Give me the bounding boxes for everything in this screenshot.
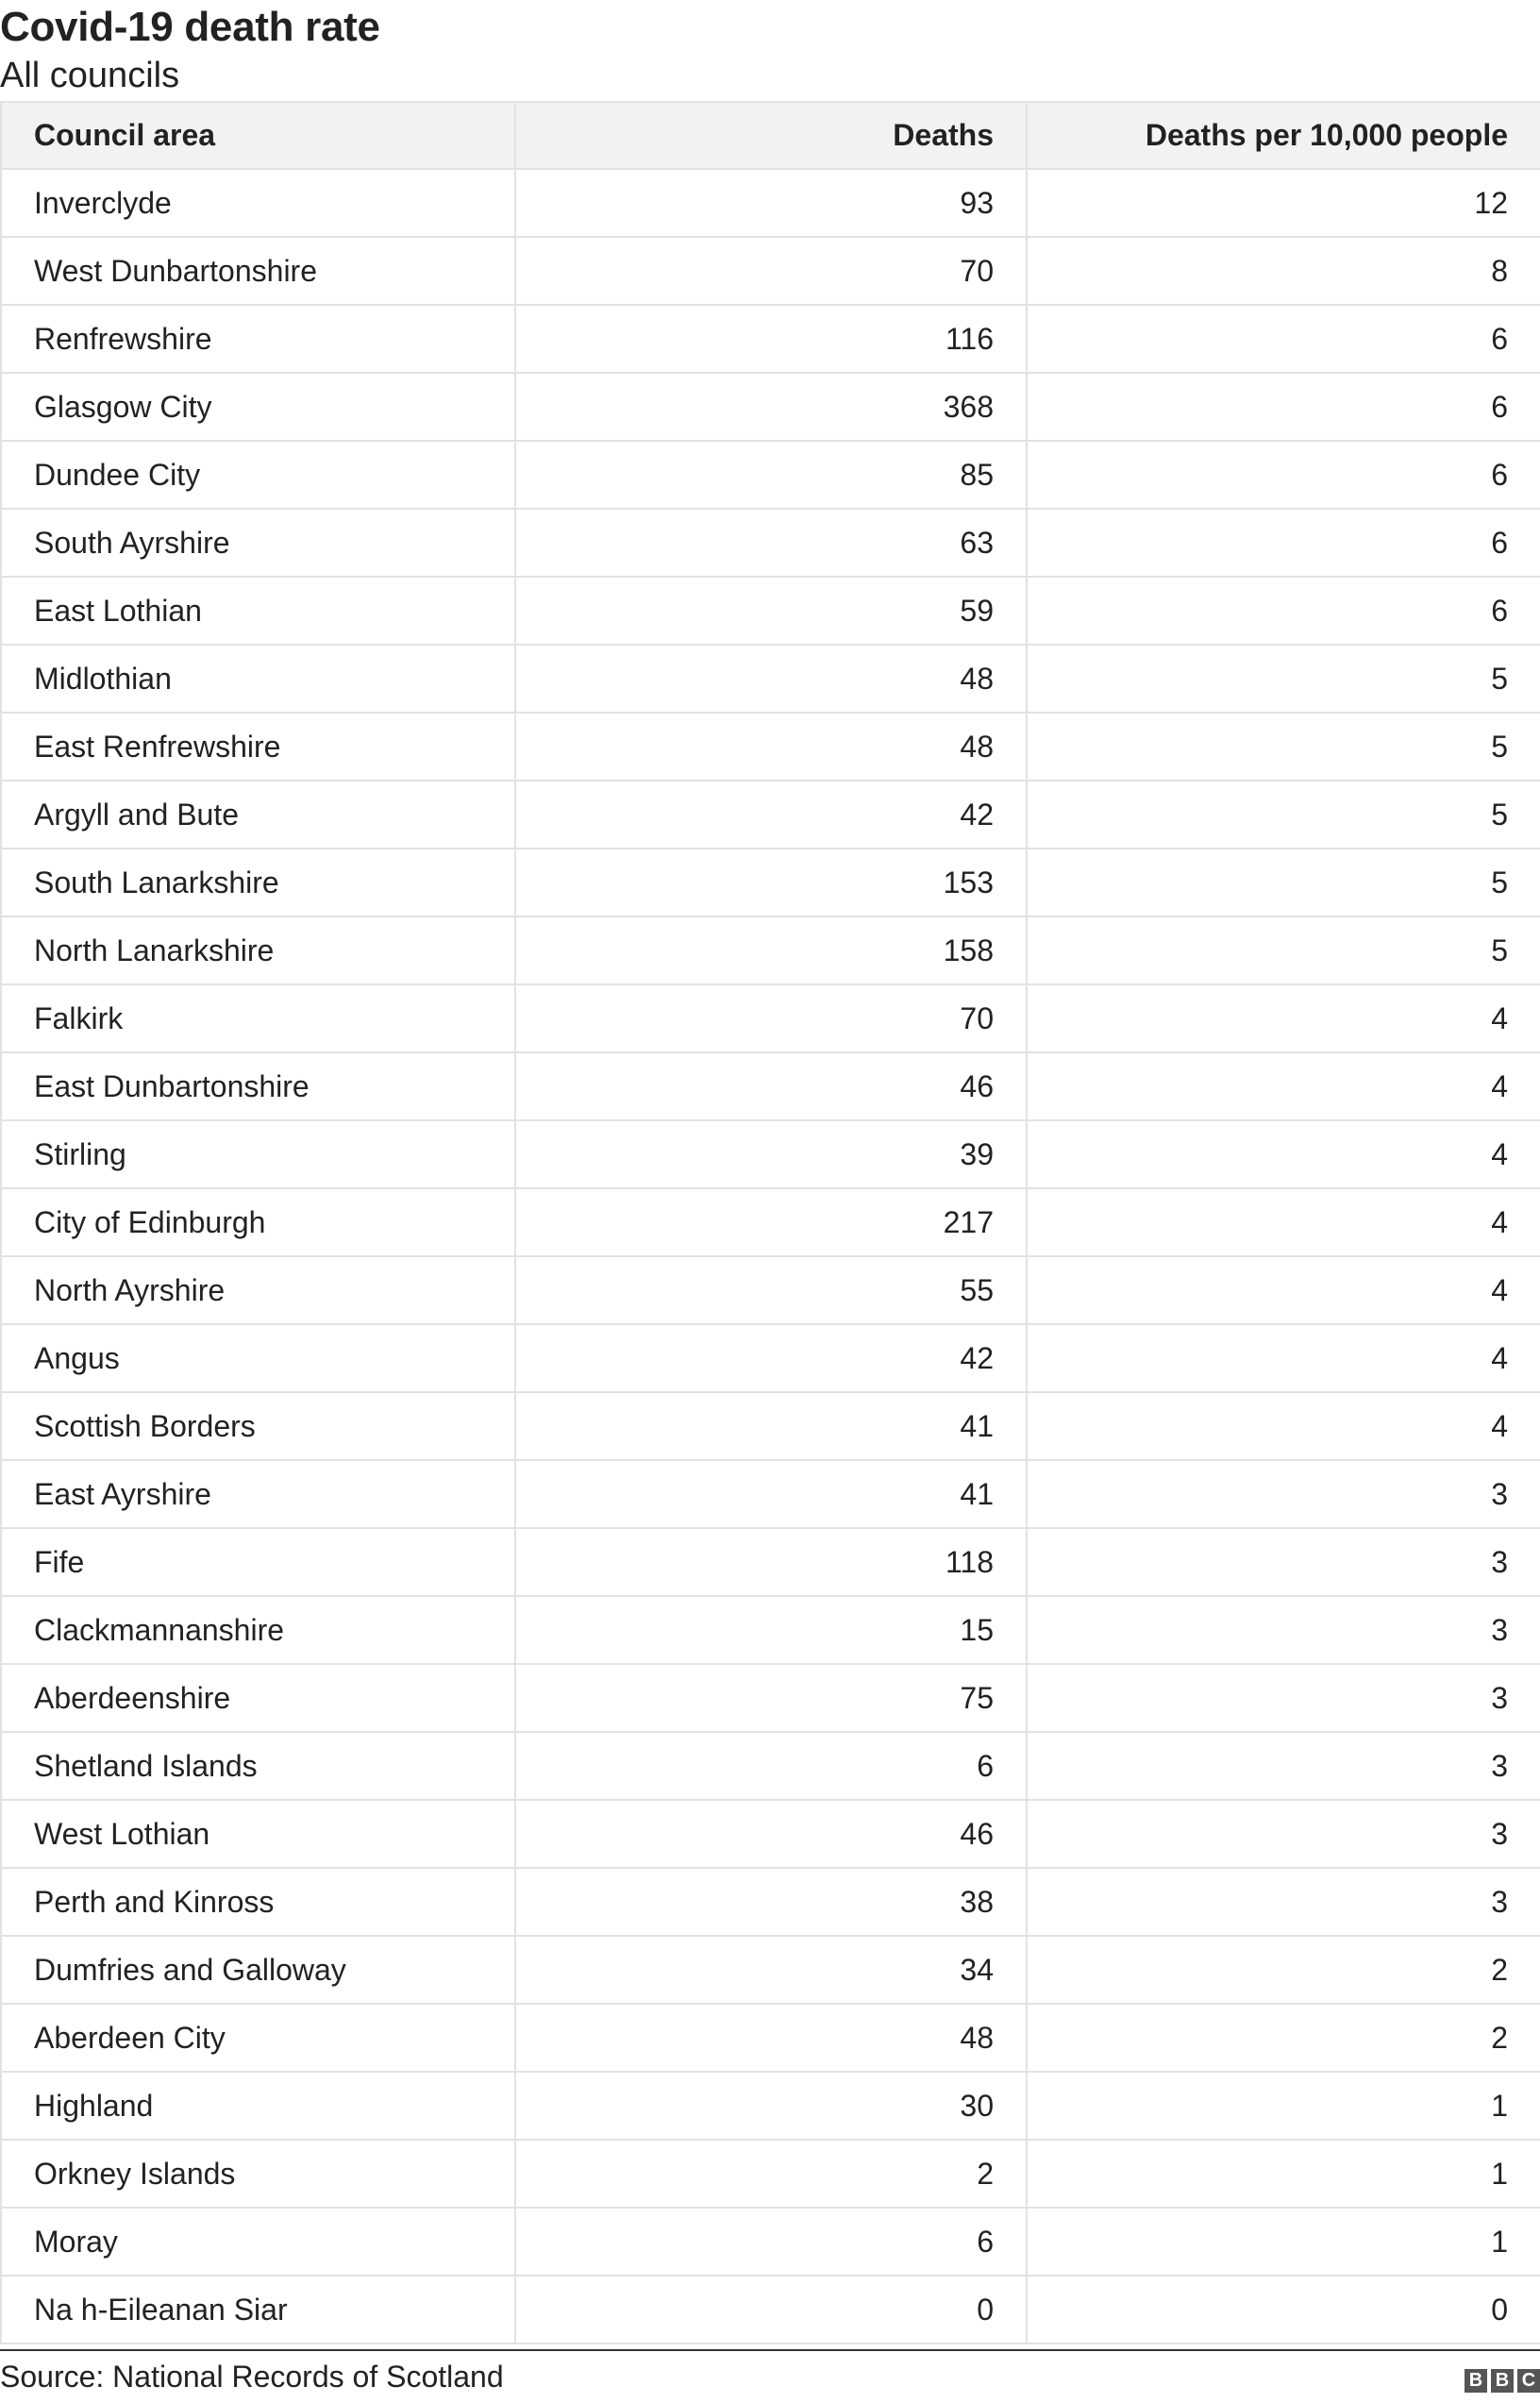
cell-deaths: 0 xyxy=(515,2276,1027,2344)
cell-deaths: 368 xyxy=(515,373,1027,441)
cell-council-area: East Renfrewshire xyxy=(1,713,515,781)
table-row xyxy=(1,916,1540,984)
data-table xyxy=(0,101,1540,2344)
cell-council-area: North Lanarkshire xyxy=(1,916,515,984)
cell-council-area: Orkney Islands xyxy=(1,2140,515,2208)
cell-council-area: Falkirk xyxy=(1,984,515,1052)
table-row xyxy=(1,1256,1540,1324)
cell-deaths: 63 xyxy=(515,509,1027,577)
cell-deaths-per-10000: 2 xyxy=(1027,2004,1540,2072)
cell-deaths-per-10000: 3 xyxy=(1027,1460,1540,1528)
cell-deaths-per-10000: 3 xyxy=(1027,1800,1540,1868)
cell-council-area: Perth and Kinross xyxy=(1,1868,515,1936)
cell-deaths: 41 xyxy=(515,1460,1027,1528)
data-table-container xyxy=(0,101,1540,2344)
cell-deaths-per-10000: 4 xyxy=(1027,1052,1540,1120)
cell-deaths-per-10000: 3 xyxy=(1027,1732,1540,1800)
table-row xyxy=(1,2276,1540,2344)
table-row xyxy=(1,373,1540,441)
cell-deaths: 34 xyxy=(515,1936,1027,2004)
table-row xyxy=(1,1800,1540,1868)
cell-deaths-per-10000: 6 xyxy=(1027,373,1540,441)
footer-divider xyxy=(0,2349,1540,2351)
table-row xyxy=(1,169,1540,237)
cell-deaths: 48 xyxy=(515,2004,1027,2072)
column-header-deaths: Deaths xyxy=(515,102,1027,169)
column-header-council-area: Council area xyxy=(1,102,515,169)
cell-deaths-per-10000: 4 xyxy=(1027,1392,1540,1460)
cell-deaths-per-10000: 4 xyxy=(1027,1256,1540,1324)
cell-deaths: 46 xyxy=(515,1052,1027,1120)
table-row xyxy=(1,1528,1540,1596)
table-row xyxy=(1,509,1540,577)
chart-subtitle: All councils xyxy=(0,56,180,95)
cell-deaths: 48 xyxy=(515,645,1027,713)
table-row xyxy=(1,1936,1540,2004)
table-body xyxy=(1,169,1540,2344)
cell-deaths-per-10000: 5 xyxy=(1027,645,1540,713)
table-row xyxy=(1,1460,1540,1528)
cell-deaths-per-10000: 3 xyxy=(1027,1528,1540,1596)
cell-council-area: East Dunbartonshire xyxy=(1,1052,515,1120)
chart-title: Covid-19 death rate xyxy=(0,4,380,50)
cell-deaths-per-10000: 4 xyxy=(1027,1188,1540,1256)
cell-deaths: 93 xyxy=(515,169,1027,237)
cell-council-area: Argyll and Bute xyxy=(1,781,515,849)
cell-deaths: 70 xyxy=(515,237,1027,305)
cell-deaths-per-10000: 6 xyxy=(1027,509,1540,577)
cell-deaths-per-10000: 6 xyxy=(1027,305,1540,373)
cell-deaths-per-10000: 6 xyxy=(1027,441,1540,509)
cell-council-area: Highland xyxy=(1,2072,515,2140)
table-row xyxy=(1,645,1540,713)
cell-council-area: Clackmannanshire xyxy=(1,1596,515,1664)
column-header-deaths-per-10000: Deaths per 10,000 people xyxy=(1027,102,1540,169)
cell-council-area: Scottish Borders xyxy=(1,1392,515,1460)
cell-council-area: South Ayrshire xyxy=(1,509,515,577)
table-row xyxy=(1,713,1540,781)
cell-deaths-per-10000: 12 xyxy=(1027,169,1540,237)
cell-deaths-per-10000: 4 xyxy=(1027,1324,1540,1392)
cell-deaths-per-10000: 5 xyxy=(1027,916,1540,984)
cell-council-area: Aberdeenshire xyxy=(1,1664,515,1732)
cell-deaths: 2 xyxy=(515,2140,1027,2208)
cell-council-area: South Lanarkshire xyxy=(1,849,515,916)
cell-deaths-per-10000: 6 xyxy=(1027,577,1540,645)
cell-deaths: 42 xyxy=(515,781,1027,849)
cell-council-area: Dumfries and Galloway xyxy=(1,1936,515,2004)
cell-council-area: Renfrewshire xyxy=(1,305,515,373)
cell-deaths-per-10000: 3 xyxy=(1027,1664,1540,1732)
table-row xyxy=(1,781,1540,849)
table-row xyxy=(1,2140,1540,2208)
cell-deaths: 70 xyxy=(515,984,1027,1052)
cell-council-area: East Ayrshire xyxy=(1,1460,515,1528)
table-row xyxy=(1,984,1540,1052)
table-row xyxy=(1,2072,1540,2140)
cell-deaths: 153 xyxy=(515,849,1027,916)
cell-deaths: 55 xyxy=(515,1256,1027,1324)
cell-council-area: Fife xyxy=(1,1528,515,1596)
cell-council-area: Aberdeen City xyxy=(1,2004,515,2072)
cell-deaths-per-10000: 3 xyxy=(1027,1868,1540,1936)
bbc-logo xyxy=(1465,2369,1540,2393)
table-row xyxy=(1,1188,1540,1256)
table-row xyxy=(1,849,1540,916)
table-row xyxy=(1,305,1540,373)
cell-deaths-per-10000: 0 xyxy=(1027,2276,1540,2344)
cell-deaths: 38 xyxy=(515,1868,1027,1936)
cell-deaths: 39 xyxy=(515,1120,1027,1188)
logo-letter: C xyxy=(1517,2369,1540,2393)
table-row xyxy=(1,577,1540,645)
cell-deaths: 46 xyxy=(515,1800,1027,1868)
cell-council-area: Glasgow City xyxy=(1,373,515,441)
cell-council-area: West Dunbartonshire xyxy=(1,237,515,305)
cell-deaths: 59 xyxy=(515,577,1027,645)
source-note: Source: National Records of Scotland xyxy=(0,2360,504,2394)
cell-deaths: 118 xyxy=(515,1528,1027,1596)
table-row xyxy=(1,237,1540,305)
cell-council-area: West Lothian xyxy=(1,1800,515,1868)
cell-council-area: City of Edinburgh xyxy=(1,1188,515,1256)
cell-deaths-per-10000: 1 xyxy=(1027,2208,1540,2276)
cell-council-area: Na h-Eileanan Siar xyxy=(1,2276,515,2344)
cell-deaths: 6 xyxy=(515,2208,1027,2276)
table-row xyxy=(1,2208,1540,2276)
cell-deaths: 217 xyxy=(515,1188,1027,1256)
cell-deaths-per-10000: 1 xyxy=(1027,2140,1540,2208)
cell-council-area: Inverclyde xyxy=(1,169,515,237)
cell-deaths-per-10000: 5 xyxy=(1027,849,1540,916)
cell-deaths-per-10000: 4 xyxy=(1027,984,1540,1052)
table-row xyxy=(1,1052,1540,1120)
cell-council-area: Angus xyxy=(1,1324,515,1392)
table-row xyxy=(1,1732,1540,1800)
cell-deaths: 158 xyxy=(515,916,1027,984)
table-row xyxy=(1,441,1540,509)
table-row xyxy=(1,1664,1540,1732)
cell-council-area: Midlothian xyxy=(1,645,515,713)
cell-deaths: 41 xyxy=(515,1392,1027,1460)
cell-council-area: North Ayrshire xyxy=(1,1256,515,1324)
cell-council-area: Moray xyxy=(1,2208,515,2276)
cell-deaths: 42 xyxy=(515,1324,1027,1392)
cell-council-area: Stirling xyxy=(1,1120,515,1188)
cell-deaths: 85 xyxy=(515,441,1027,509)
logo-letter: B xyxy=(1465,2369,1487,2393)
cell-deaths: 6 xyxy=(515,1732,1027,1800)
logo-letter: B xyxy=(1491,2369,1514,2393)
table-row xyxy=(1,1596,1540,1664)
cell-deaths-per-10000: 1 xyxy=(1027,2072,1540,2140)
cell-deaths-per-10000: 5 xyxy=(1027,781,1540,849)
cell-deaths-per-10000: 5 xyxy=(1027,713,1540,781)
table-row xyxy=(1,2004,1540,2072)
cell-deaths: 30 xyxy=(515,2072,1027,2140)
cell-deaths-per-10000: 2 xyxy=(1027,1936,1540,2004)
table-header-row xyxy=(1,102,1540,169)
table-row xyxy=(1,1392,1540,1460)
cell-deaths: 75 xyxy=(515,1664,1027,1732)
cell-deaths-per-10000: 8 xyxy=(1027,237,1540,305)
cell-deaths-per-10000: 4 xyxy=(1027,1120,1540,1188)
cell-deaths: 116 xyxy=(515,305,1027,373)
table-row xyxy=(1,1324,1540,1392)
cell-deaths: 48 xyxy=(515,713,1027,781)
cell-council-area: East Lothian xyxy=(1,577,515,645)
table-row xyxy=(1,1120,1540,1188)
cell-deaths: 15 xyxy=(515,1596,1027,1664)
cell-deaths-per-10000: 3 xyxy=(1027,1596,1540,1664)
cell-council-area: Dundee City xyxy=(1,441,515,509)
cell-council-area: Shetland Islands xyxy=(1,1732,515,1800)
table-row xyxy=(1,1868,1540,1936)
